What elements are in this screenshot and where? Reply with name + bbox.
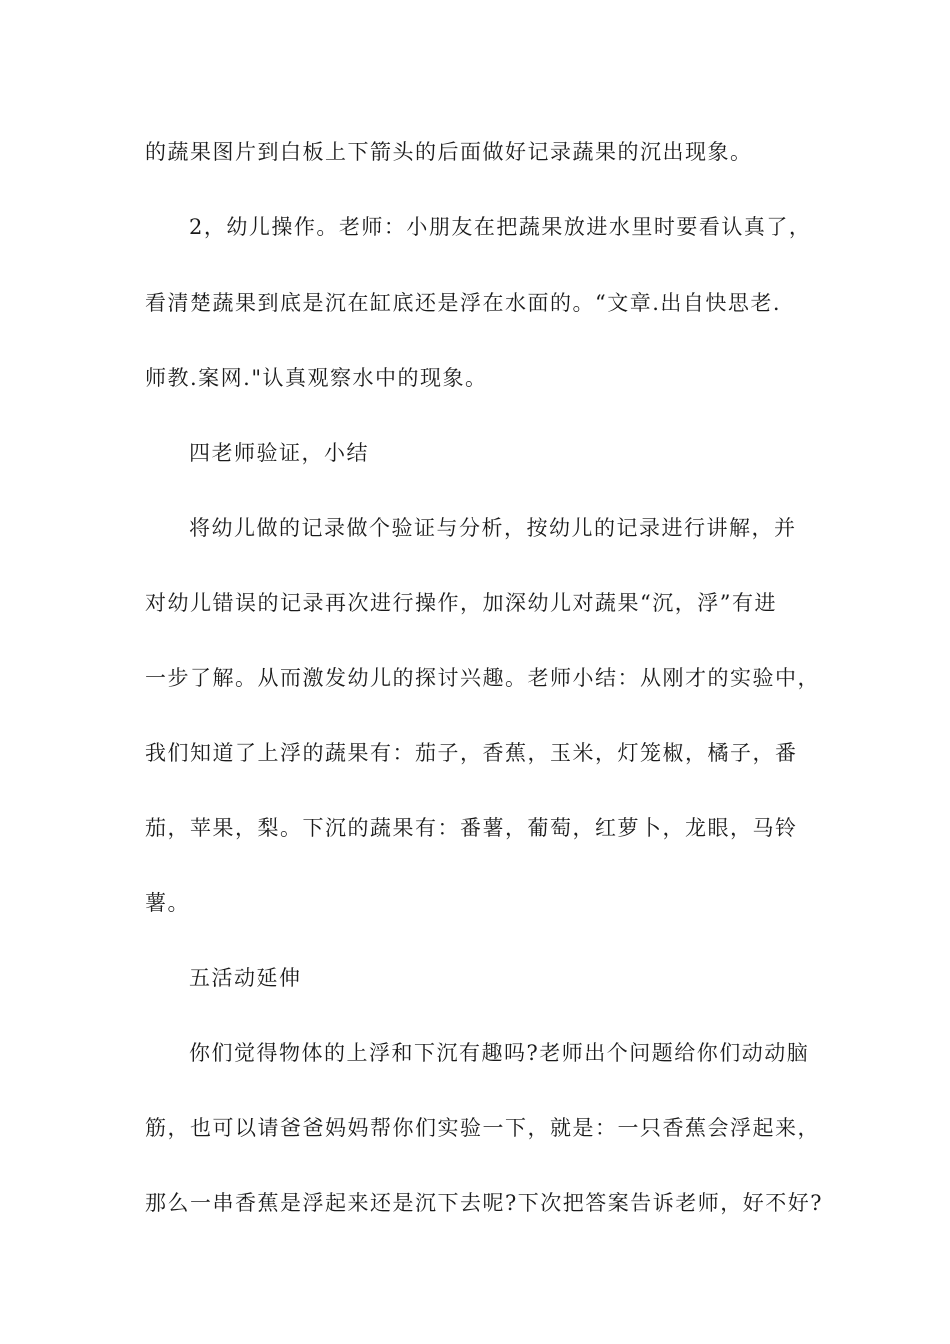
text-line: 茄，苹果，梨。下沉的蔬果有：番薯，葡萄，红萝卜，龙眼，马铃 [145, 816, 798, 840]
text-line: 对幼儿错误的记录再次进行操作，加深幼儿对蔬果“沉，浮”有进 [145, 591, 777, 615]
text-line: 看清楚蔬果到底是沉在缸底还是浮在水面的。“文章.出自快思老. [145, 291, 782, 315]
text-line: 的蔬果图片到白板上下箭头的后面做好记录蔬果的沉出现象。 [145, 140, 753, 164]
section-heading: 五活动延伸 [189, 966, 302, 990]
text-line: 一步了解。从而激发幼儿的探讨兴趣。老师小结：从刚才的实验中， [145, 666, 820, 690]
section-heading: 四老师验证，小结 [189, 441, 369, 465]
text-line: 那么一串香蕉是浮起来还是沉下去呢?下次把答案告诉老师，好不好? [145, 1191, 824, 1215]
text-line: 我们知道了上浮的蔬果有：茄子，香蕉，玉米，灯笼椒，橘子，番 [145, 741, 798, 765]
text-line: 你们觉得物体的上浮和下沉有趣吗?老师出个问题给你们动动脑 [189, 1041, 810, 1065]
text-line: 2，幼儿操作。老师：小朋友在把蔬果放进水里时要看认真了， [189, 215, 812, 239]
text-line: 师教.案网."认真观察水中的现象。 [145, 366, 488, 390]
text-line: 薯。 [145, 891, 190, 915]
text-line: 筋，也可以请爸爸妈妈帮你们实验一下，就是：一只香蕉会浮起来， [145, 1116, 820, 1140]
text-line: 将幼儿做的记录做个验证与分析，按幼儿的记录进行讲解，并 [189, 516, 797, 540]
